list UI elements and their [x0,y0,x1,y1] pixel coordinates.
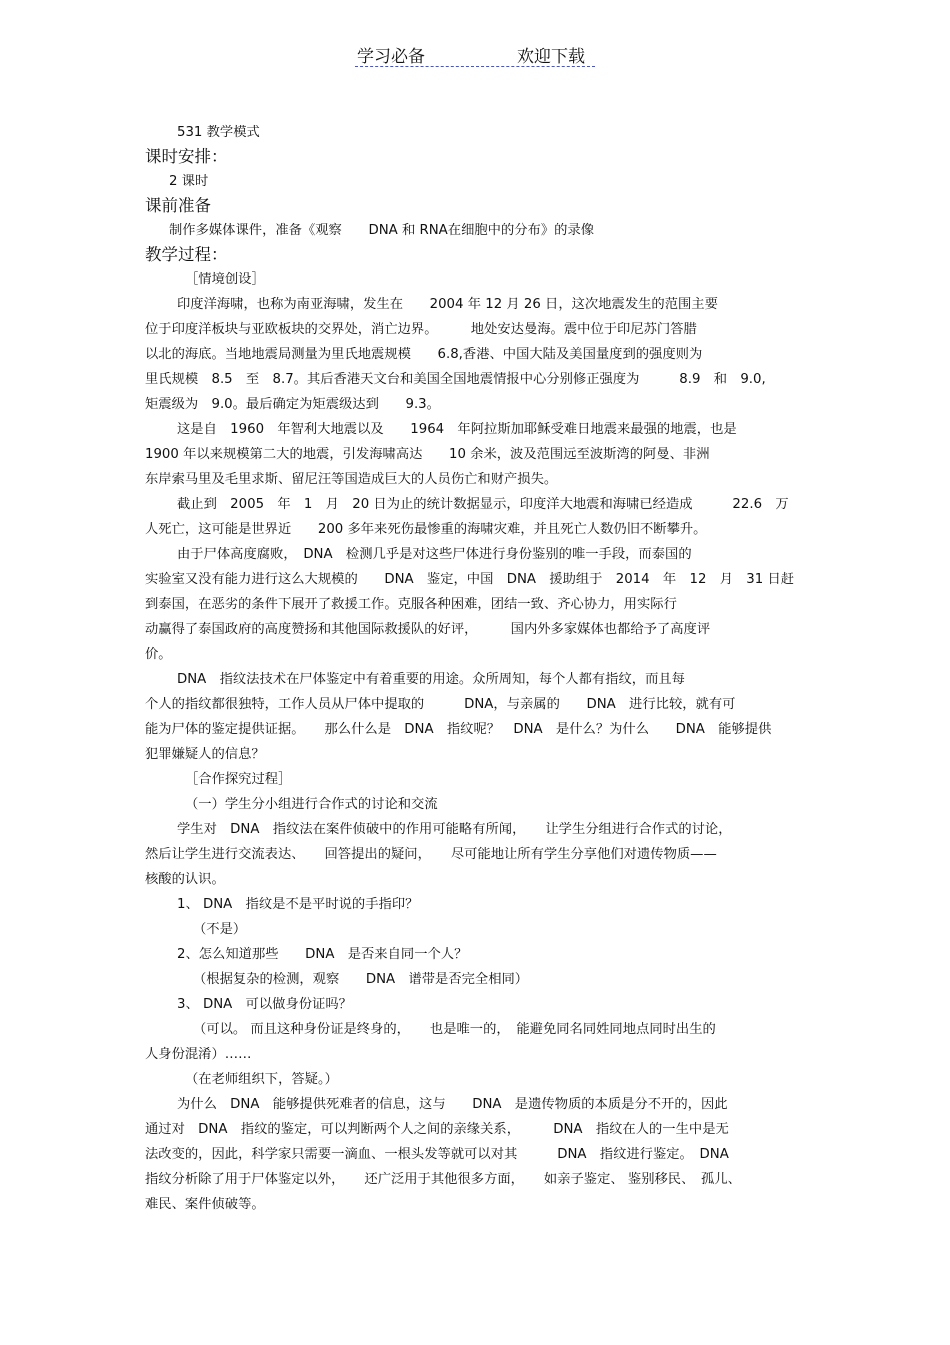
text-line: 难民、案件侦破等。 [145,1197,265,1212]
section-heading: 教学过程： [145,245,228,264]
text-line: 东岸索马里及毛里求斯、留尼汪等国造成巨大的人员伤亡和财产损失。 [145,472,558,487]
text-line: 人身份混淆）…… [145,1047,252,1062]
text-line: 能为尸体的鉴定提供证据。 那么什么是 DNA 指纹呢？ DNA 是什么？为什么 DNA 能够提供 [145,722,772,737]
text-line: ［合作探究过程］ [185,772,292,787]
text-line: 犯罪嫌疑人的信息？ [145,747,265,762]
text-line: 实验室又没有能力进行这么大规模的 DNA 鉴定，中国 DNA 援助组于 2014 年 12 月 31 日赶 [145,572,795,587]
text-line: 人死亡，这可能是世界近 200 多年来死伤最惨重的海啸灾难，并且死亡人数仍旧不断攀升。 [145,522,707,537]
text-line: 2 课时 [169,174,209,189]
text-line: （在老师组织下，答疑。） [185,1072,338,1087]
text-line: 531 教学模式 [177,125,260,140]
text-line: 为什么 DNA 能够提供死难者的信息，这与 DNA 是遗传物质的本质是分不开的，因此 [177,1097,728,1112]
header-left-text: 学习必备 [357,47,425,67]
text-line: DNA 指纹法技术在尸体鉴定中有着重要的用途。众所周知，每个人都有指纹，而且每 [177,672,685,687]
text-line: 这是自 1960 年智利大地震以及 1964 年阿拉斯加耶稣受难日地震来最强的地震，也是 [177,422,737,437]
document-body [145,120,810,1217]
text-line: 矩震级为 9.0。最后确定为矩震级达到 9.3。 [145,397,440,412]
text-line: 法改变的，因此，科学家只需要一滴血、一根头发等就可以对其 DNA 指纹进行鉴定。 DNA [145,1147,729,1162]
text-line: （一）学生分小组进行合作式的讨论和交流 [185,797,438,812]
text-line: 截止到 2005 年 1 月 20 日为止的统计数据显示，印度洋大地震和海啸已经造成 22.6 万 [177,497,789,512]
text-line: 个人的指纹都很独特，工作人员从尸体中提取的 DNA，与亲属的 DNA 进行比较，就有可 [145,697,736,712]
text-line: （不是） [193,922,247,937]
section-heading: 课前准备 [145,196,211,215]
text-line: 价。 [145,647,172,662]
text-line: 3、 DNA 可以做身份证吗？ [177,997,352,1012]
text-line: 印度洋海啸，也称为南亚海啸，发生在 2004 年 12 月 26 日，这次地震发生的范围主要 [177,297,718,312]
text-line: 1、 DNA 指纹是不是平时说的手指印？ [177,897,419,912]
page-header [355,40,595,67]
text-line: 1900 年以来规模第二大的地震，引发海啸高达 10 余米，波及范围远至波斯湾的阿曼、非洲 [145,447,710,462]
text-line: 核酸的认识。 [145,872,225,887]
section-heading: 课时安排： [145,147,228,166]
text-line: 由于尸体高度腐败， DNA 检测几乎是对这些尸体进行身份鉴别的唯一手段，而泰国的 [177,547,692,562]
text-line: 通过对 DNA 指纹的鉴定，可以判断两个人之间的亲缘关系， DNA 指纹在人的一生中是无 [145,1122,729,1137]
text-line: 动赢得了泰国政府的高度赞扬和其他国际救援队的好评， 国内外多家媒体也都给予了高度评 [145,622,711,637]
text-line: 制作多媒体课件，准备《观察 DNA 和 RNA在细胞中的分布》的录像 [169,223,595,238]
text-line: 然后让学生进行交流表达、 回答提出的疑问， 尽可能地让所有学生分享他们对遗传物质—— [145,847,717,862]
text-line: 学生对 DNA 指纹法在案件侦破中的作用可能略有所闻， 让学生分组进行合作式的讨论， [177,822,732,837]
text-line: 以北的海底。当地地震局测量为里氏地震规模 6.8,香港、中国大陆及美国量度到的强度则为 [145,347,703,362]
text-line: 位于印度洋板块与亚欧板块的交界处，消亡边界。 地处安达曼海。震中位于印尼苏门答腊 [145,322,697,337]
text-line: ［情境创设］ [185,272,265,287]
header-right-text: 欢迎下载 [517,47,585,67]
text-line: 2、怎么知道那些 DNA 是否来自同一个人？ [177,947,468,962]
text-line: （可以。 而且这种身份证是终身的， 也是唯一的， 能避免同名同姓同地点同时出生的 [193,1022,716,1037]
text-line: 指纹分析除了用于尸体鉴定以外， 还广泛用于其他很多方面， 如亲子鉴定、 鉴别移民、 孤儿、 [145,1172,741,1187]
text-line: 到泰国，在恶劣的条件下展开了救援工作。克服各种困难，团结一致、齐心协力，用实际行 [145,597,677,612]
text-line: （根据复杂的检测，观察 DNA 谱带是否完全相同） [193,972,529,987]
text-line: 里氏规模 8.5 至 8.7。其后香港天文台和美国全国地震情报中心分别修正强度为 8.9 和 9.0, [145,372,766,387]
